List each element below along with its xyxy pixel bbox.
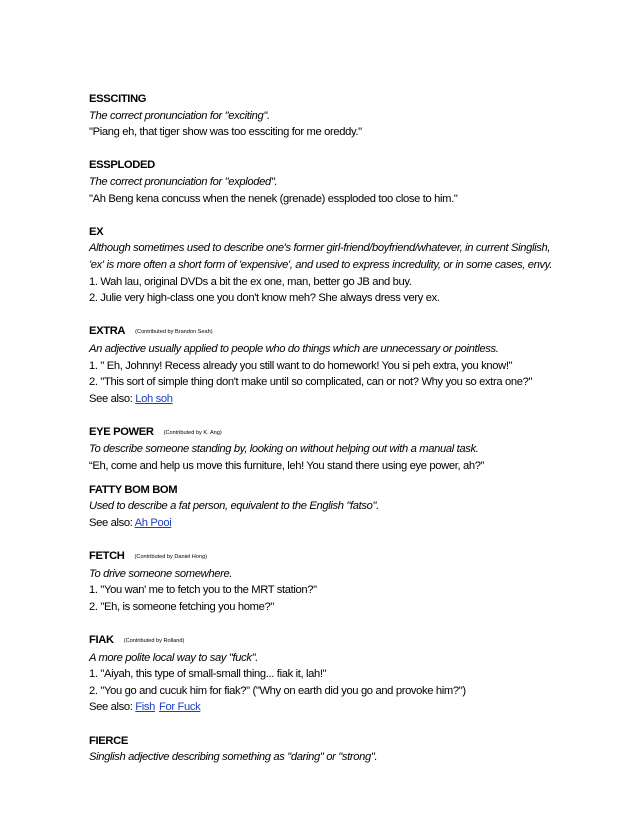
entry-term-row [89,632,599,650]
entry-eye-power [89,424,599,475]
entry-ex [89,224,599,307]
see-also-label: See also: [89,516,133,529]
entry-term: FETCH [89,550,125,563]
entry-definition: To describe someone standing by, looking on without helping out with a manual task. [89,443,479,456]
see-also-row [89,391,599,408]
entry-term-row [89,424,599,442]
glossary-page [89,91,599,782]
entry-definition: The correct pronunciation for "exploded". [89,175,278,188]
entry-extra [89,323,599,407]
entry-term: EX [89,225,104,238]
entry-term: FATTY BOM BOM [89,483,178,496]
contributor-note: (Contributed by Rolland) [123,638,185,644]
entry-term: ESSCITING [89,93,147,105]
entry-term: EYE POWER [89,425,154,438]
entry-essciting [89,91,599,141]
entry-example-1: 1. " Eh, Johnny! Recess already you still want to do homework! You si peh extra, you know!" [89,359,513,372]
entry-term-row [89,323,599,341]
entry-term: ESSPLODED [89,159,155,172]
entry-definition: The correct pronunciation for "exciting". [89,109,270,122]
contributor-note: (Contributed by Daniel Hong) [134,554,207,561]
entry-example: "Ah Beng kena concuss when the nenek (grenade) essploded too close to him." [89,192,458,205]
entry-example: “Eh, come and help us move this furniture, leh! You stand there using eye power, ah?” [89,460,485,473]
entry-example-2: 2. Julie very high-class one you don't know meh? She always dress very ex. [89,292,440,305]
entry-fiak [89,632,599,716]
entry-example-1: 1. Wah lau, original DVDs a bit the ex one, man, better go JB and buy. [89,275,412,288]
entry-definition-line-1: Although sometimes used to describe one's former girl-friend/boyfriend/whatever, in current Singlish, [89,242,551,255]
entry-example-2: 2. "Eh, is someone fetching you home?" [89,600,274,613]
contributor-note: (Contributed by Brandon Seah) [135,329,213,336]
entry-fatty-bom-bom [89,482,599,532]
entry-fierce [89,733,599,766]
see-also-link-loh-soh[interactable]: Loh soh [135,392,173,405]
entry-definition: To drive someone somewhere. [89,567,233,580]
entry-example-2: 2. "You go and cucuk him for fiak?" ("Why on earth did you go and provoke him?") [89,684,466,697]
see-also-row [89,699,599,716]
entry-example: "Piang eh, that tiger show was too essciting for me oreddy." [89,126,362,139]
entry-definition: Used to describe a fat person, equivalent to the English "fatso". [89,500,379,513]
see-also-link-for-fuck[interactable]: For Fuck [159,701,201,714]
entry-example-1: 1. "Aiyah, this type of small-small thing... fiak it, lah!" [89,668,327,681]
see-also-link-fish[interactable]: Fish [135,701,156,714]
entry-definition-line-2: 'ex' is more often a short form of 'expensive', and used to express incredulity, or in some cases, envy. [89,258,552,271]
entry-definition: A more polite local way to say "fuck". [89,651,258,664]
contributor-note: (Contributed by K. Ang) [163,429,222,436]
entry-term: FIAK [89,634,114,646]
see-also-label: See also: [89,701,133,714]
see-also-link-ah-pooi[interactable]: Ah Pooi [134,516,172,529]
entry-essploded [89,157,599,207]
entry-fetch [89,548,599,615]
entry-definition: Singlish adjective describing something as "daring" or "strong". [89,751,378,764]
entry-term: EXTRA [89,325,126,338]
entry-term: FIERCE [89,734,128,747]
see-also-row [89,515,599,532]
entry-definition: An adjective usually applied to people who do things which are unnecessary or pointless. [89,342,499,355]
entry-example-2: 2. "This sort of simple thing don't make until so complicated, can or not? Why you so extra one?" [89,376,533,389]
see-also-label: See also: [89,392,133,405]
entry-example-1: 1. "You wan' me to fetch you to the MRT station?" [89,584,317,597]
entry-term-row [89,548,599,566]
